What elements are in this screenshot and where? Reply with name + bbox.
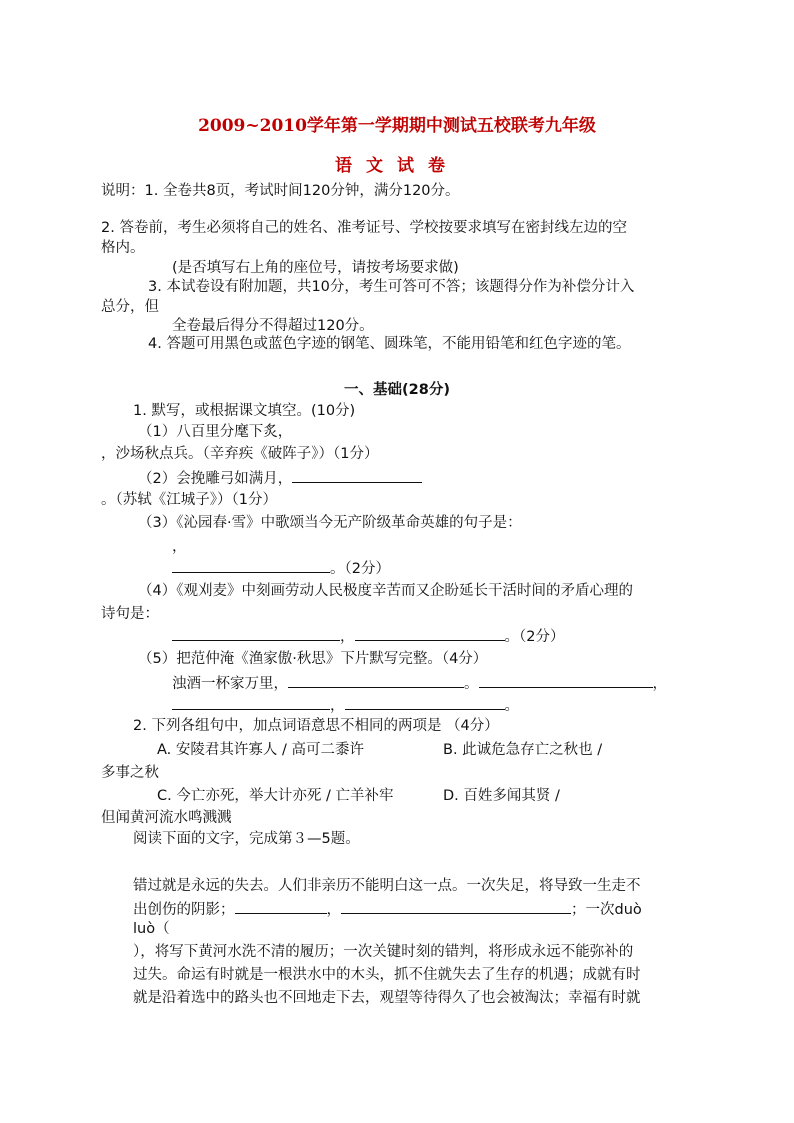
q1-p5-sep: ，: [330, 698, 345, 714]
passage-text: 出创伤的阴影；: [133, 902, 235, 918]
q1-p2-line1: [138, 468, 422, 489]
q2-option-b: B. 此诚危急存亡之秋也 /: [443, 742, 603, 758]
q1-p4-line2: 诗句是：: [101, 606, 159, 622]
reading-intro: 阅读下面的文字，完成第３—5题。: [133, 831, 360, 847]
exam-subtitle: 语文试卷: [335, 156, 459, 176]
q1-p2-text: （2）会挽雕弓如满月，: [138, 471, 293, 487]
answer-blank[interactable]: [172, 626, 340, 641]
exam-title: 2009~2010学年第一学期期中测试五校联考九年级: [198, 116, 596, 136]
q2-option-d: D. 百姓多闻其贤 /: [443, 788, 560, 804]
passage-line-4: ），将写下黄河水洗不清的履历；一次关键时刻的错判，将形成永远不能弥补的: [133, 944, 634, 960]
q1-p3-line1: （3）《沁园春·雪》中歌颂当今无产阶级革命英雄的句子是：: [138, 515, 522, 531]
instruction-item-3: 3. 本试卷设有附加题，共10分，考生可答可不答；该题得分作为补偿分计入: [148, 279, 635, 295]
passage-line-1: 错过就是永远的失去。人们非亲历不能明白这一点。一次失足，将导致一生走不: [133, 878, 641, 894]
passage-text: ，: [326, 902, 341, 918]
instruction-item-3-cont2: 全卷最后得分不得超过120分。: [172, 318, 374, 334]
q1-p2-line2: 。（苏轼《江城子》）（1分）: [101, 492, 277, 508]
q1-p4-line1: （4）《观刈麦》中刻画劳动人民极度辛苦而又企盼延长干活时间的矛盾心理的: [138, 583, 633, 599]
q1-p4-sep: ，: [340, 629, 355, 645]
q1-stem: 1. 默写，或根据课文填空。(10分): [133, 403, 356, 419]
q1-p5-line2: [172, 673, 667, 694]
answer-blank[interactable]: [479, 673, 653, 688]
q1-p5-end: 。: [504, 698, 519, 714]
q1-p5-comma: ，: [652, 676, 667, 692]
instruction-item-2-note: (是否填写右上角的座位号，请按考场要求做): [172, 260, 459, 276]
q1-p1-line1: （1）八百里分麾下炙，: [138, 424, 293, 440]
answer-blank[interactable]: [288, 673, 464, 688]
q1-p5-line3: [172, 695, 519, 716]
answer-blank[interactable]: [341, 899, 571, 914]
q2-option-c: C. 今亡亦死，举大计亦死 / 亡羊补牢: [157, 788, 394, 804]
q2-option-b-cont: 多事之秋: [101, 765, 159, 781]
passage-line-2: [133, 899, 642, 920]
q2-stem: 2. 下列各组句中，加点词语意思不相同的两项是 （4分）: [133, 718, 499, 734]
answer-blank[interactable]: [345, 695, 505, 710]
instruction-item-3-cont: 总分，但: [101, 299, 159, 315]
instruction-text: 1. 全卷共8页，考试时间120分钟，满分120分。: [144, 183, 460, 199]
passage-line-6: 就是沿着选中的路头也不回地走下去，观望等待得久了也会被淘汰；幸福有时就: [133, 990, 641, 1006]
instruction-item-2-cont: 格内。: [101, 240, 145, 256]
q1-p5-line1: （5）把范仲淹《渔家傲·秋思》下片默写完整。（4分）: [138, 651, 488, 667]
instruction-item-4: 4. 答题可用黑色或蓝色字迹的钢笔、圆珠笔，不能用铅笔和红色字迹的笔。: [148, 336, 631, 352]
section-heading: 一、基础(28分): [344, 382, 450, 398]
q1-p1-line2: ，沙场秋点兵。（辛弃疾《破阵子》）（1分）: [101, 446, 379, 462]
answer-blank[interactable]: [355, 626, 505, 641]
instruction-item-2: 2. 答卷前，考生必须将自己的姓名、准考证号、学校按要求填写在密封线左边的空: [101, 220, 627, 236]
q1-p3-end: 。（2分）: [330, 561, 390, 577]
q1-p5-text: 浊酒一杯家万里，: [172, 676, 288, 692]
passage-line-5: 过失。命运有时就是一根洪水中的木头，抓不住就失去了生存的机遇；成就有时: [133, 967, 641, 983]
instruction-lead: 说明：: [101, 183, 145, 199]
q1-p3-answer: [172, 558, 390, 579]
q2-option-d-cont: 但闻黄河流水鸣溅溅: [101, 810, 232, 826]
q2-option-a: A. 安陵君其许寡人 / 高可二黍许: [157, 742, 364, 758]
q1-p5-dot: 。: [464, 676, 479, 692]
passage-line-3: luò（: [133, 921, 170, 937]
passage-text: ；一次duò: [571, 902, 642, 918]
q1-p4-answer: [172, 626, 564, 647]
q1-p3-comma: ，: [172, 539, 187, 555]
answer-blank[interactable]: [292, 468, 422, 483]
instruction-item-1: [101, 181, 460, 201]
answer-blank[interactable]: [172, 695, 330, 710]
answer-blank[interactable]: [235, 899, 327, 914]
answer-blank[interactable]: [172, 558, 330, 573]
q1-p4-end: 。（2分）: [504, 629, 565, 645]
